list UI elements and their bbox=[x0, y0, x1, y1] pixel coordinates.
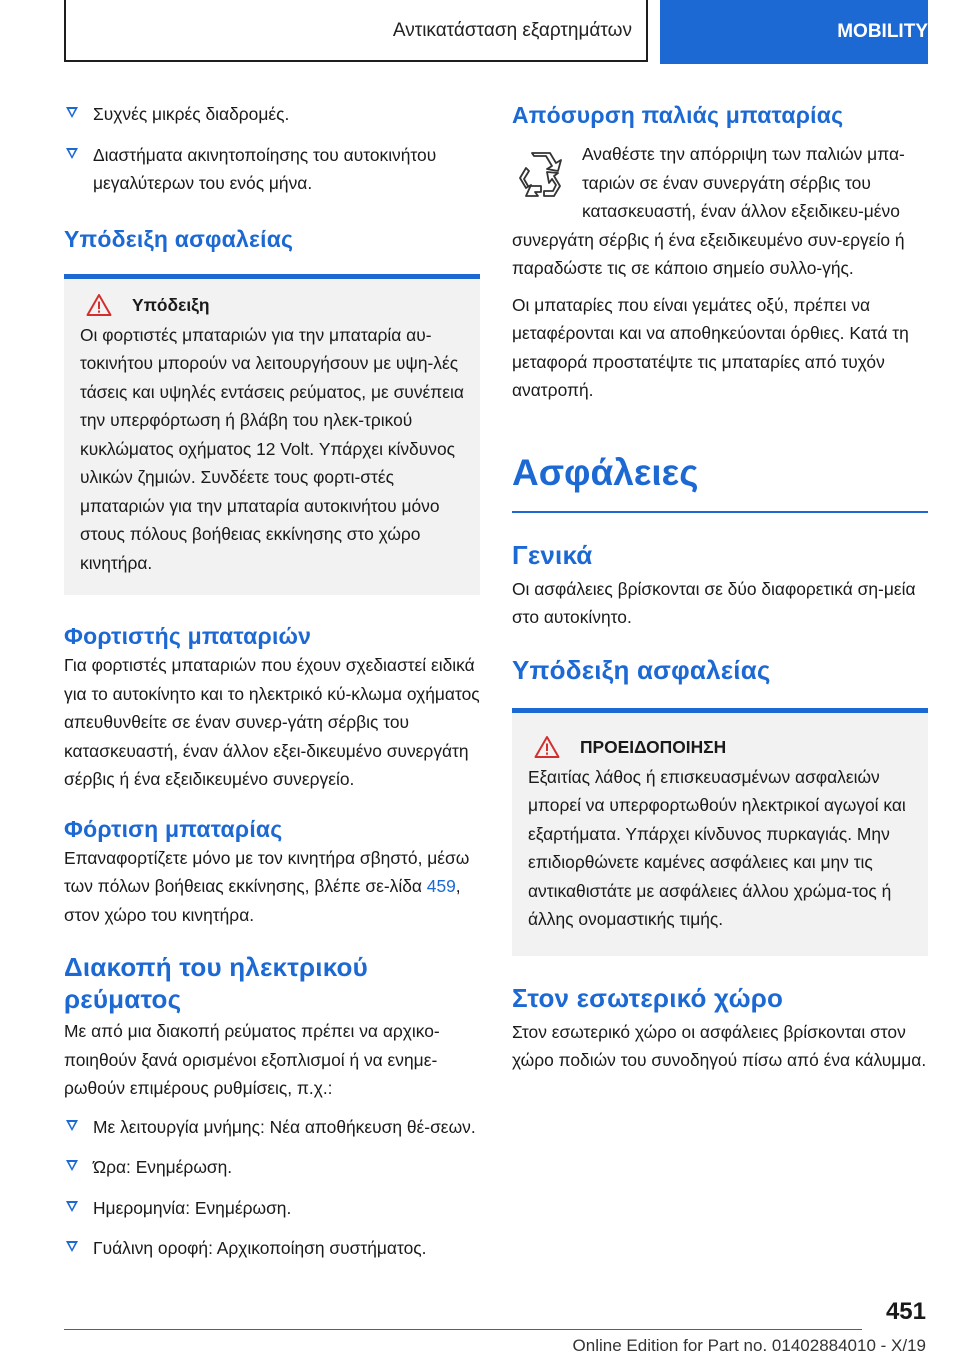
bullet-triangle-icon bbox=[66, 1160, 78, 1171]
warning-triangle-icon bbox=[86, 293, 112, 317]
bullet-triangle-icon bbox=[66, 1201, 78, 1212]
note-header bbox=[86, 291, 464, 319]
charger-heading: Φορτιστής μπαταριών bbox=[64, 623, 312, 649]
acid-text: Οι μπαταρίες που είναι γεμάτες οξύ, πρέπει να μεταφέρονται και να αποθηκεύονται όρθιες. Κατά τη μεταφορά προστατέψτε τις μπαταρίες από τυχόν ανατροπή. bbox=[512, 294, 909, 400]
note-box bbox=[64, 279, 480, 596]
note-title: Υπόδειξη bbox=[132, 294, 210, 315]
list-item: Γυάλινη οροφή: Αρχικοποίηση συστήματος. bbox=[64, 1234, 480, 1263]
fuses-rule bbox=[512, 511, 928, 513]
warning-text: Εξαιτίας λάθος ή επισκευασμένων ασφαλειών μπορεί να υπερφορτωθούν ηλεκτρικοί αγωγοί και εξαρτήματα. Υπάρχει κίνδυνος πυρκαγιάς. Μην επιδιορθώνετε καμένες ασφάλειες και μην τις αντικαθιστάτε με ασφάλειες άλλου χρώμα-τος ή άλλης ονομαστικής τιμής. bbox=[528, 766, 906, 929]
left-column bbox=[64, 100, 480, 1275]
note-text: Οι φορτιστές μπαταριών για την μπαταρία αυ-τοκινήτου μπορούν να λειτουργήσουν με υψη-λές τάσεις και υψηλές εντάσεις ρεύματος, με συνέπεια την υπερφόρτωση ή βλάβη του ηλεκ-τρικού κυκλώματος οχήματος 12 Volt. Υπάρχει κίνδυνος υλικών ζημιών. Συνδέετε τους φορτι-στές μπαταριών για την μπαταρία αυτοκινήτου μόνο στους πόλους βοήθειας εκκίνησης στο χώρο κινητήρα. bbox=[80, 324, 464, 573]
warning-header bbox=[534, 733, 912, 761]
mobility-tab[interactable] bbox=[660, 0, 928, 64]
charger-text: Για φορτιστές μπαταριών που έχουν σχεδιαστεί ειδικά για το αυτοκίνητο και το ηλεκτρικό κύ-κλωμα οχήματος απευθυνθείτε σε έναν συνερ-γάτη σέρβις του κατασκευαστή, έναν άλλον εξει-δικευμένο συνεργάτη σέρβις ή ένα εξειδικευμένο συνεργείο. bbox=[64, 655, 480, 789]
fuses-heading: Ασφάλειες bbox=[512, 451, 699, 493]
bullet-triangle-icon bbox=[66, 107, 78, 118]
warning-triangle-icon bbox=[534, 735, 560, 759]
footer-rule bbox=[64, 1329, 862, 1330]
recycle-icon bbox=[514, 150, 566, 202]
general-text: Οι ασφάλειες βρίσκονται σε δύο διαφορετικά ση-μεία στο αυτοκίνητο. bbox=[512, 578, 916, 627]
interior-heading: Στον εσωτερικό χώρο bbox=[512, 982, 784, 1013]
disposal-heading: Απόσυρση παλιάς μπαταρίας bbox=[512, 102, 844, 128]
interior-text: Στον εσωτερικό χώρο οι ασφάλειες βρίσκονται στον χώρο ποδιών του συνοδηγού πίσω από ένα κάλυμμα. bbox=[512, 1021, 927, 1070]
mobility-tab-label: MOBILITY bbox=[837, 21, 928, 42]
list-item: Διαστήματα ακινητοποίησης του αυτοκινήτου μεγαλύτερων του ενός μήνα. bbox=[64, 141, 480, 198]
chapter-title: Αντικατάσταση εξαρτημάτων bbox=[64, 0, 648, 62]
bullet-triangle-icon bbox=[66, 148, 78, 159]
safety-heading-right: Υπόδειξη ασφαλείας bbox=[512, 654, 771, 685]
list-item: Με λειτουργία μνήμης: Νέα αποθήκευση θέ-σεων. bbox=[64, 1113, 480, 1142]
warning-title: ΠΡΟΕΙΔΟΠΟΙΗΣΗ bbox=[580, 736, 727, 757]
interrupt-text: Με από μια διακοπή ρεύματος πρέπει να αρχικο-ποιηθούν ξανά ορισμένοι εξοπλισμοί ή να ενημε-ρωθούν επιμέρους ρυθμίσεις, π.χ.: bbox=[64, 1021, 440, 1098]
list-item: Ημερομηνία: Ενημέρωση. bbox=[64, 1194, 480, 1223]
interrupt-heading: Διακοπή του ηλεκτρικού ρεύματος bbox=[64, 952, 368, 1014]
bullet-triangle-icon bbox=[66, 1120, 78, 1131]
disposal-text: Αναθέστε την απόρριψη των παλιών μπα-ταριών σε έναν συνεργάτη σέρβις του κατασκευαστή, έναν άλλον εξειδικευ-μένο συνεργάτη σέρβις ή ένα εξειδικευμένο συν-εργείο ή παραδώστε τις σε κάποιο σημείο συλλο-γής. bbox=[512, 144, 905, 278]
page-number: 451 bbox=[885, 1298, 926, 1325]
charging-heading: Φόρτιση μπαταρίας bbox=[64, 815, 283, 842]
general-heading: Γενικά bbox=[512, 539, 593, 570]
page-header bbox=[64, 0, 928, 64]
bullet-triangle-icon bbox=[66, 1241, 78, 1252]
charging-text: Επαναφορτίζετε μόνο με τον κινητήρα σβηστό, μέσω των πόλων βοήθειας εκκίνησης, βλέπε σε-λίδα 459, στον χώρο του κινητήρα. bbox=[64, 847, 470, 925]
list-item: Συχνές μικρές διαδρομές. bbox=[64, 100, 480, 129]
list-item: Ώρα: Ενημέρωση. bbox=[64, 1153, 480, 1182]
right-column bbox=[512, 100, 928, 1075]
warning-box bbox=[512, 713, 928, 956]
page-link[interactable]: 459 bbox=[426, 876, 456, 896]
safety-heading: Υπόδειξη ασφαλείας bbox=[64, 225, 294, 252]
edition-text: Online Edition for Part no. 01402884010 - X/19 bbox=[572, 1336, 926, 1355]
